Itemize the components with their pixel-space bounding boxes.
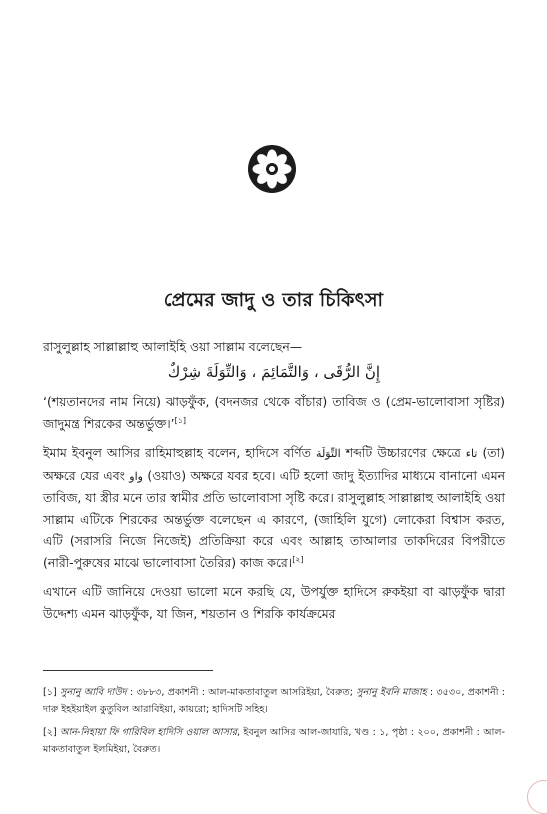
paragraph-note: এখানে এটি জানিয়ে দেওয়া ভালো মনে করছি যে, উপর্যুক্ত হাদিসে রুকইয়া বা ঝাড়ফুঁক দ্বারা উদ্দেশ্য এমন ঝাড়ফুঁক, যা জিন, শয়তান ও শিরকি কার্যক্রমের	[43, 584, 505, 621]
paragraph-translation	[43, 391, 505, 434]
explanation-text: শব্দটি উচ্চারণের ক্ষেত্রে	[340, 445, 466, 460]
translation-text: ‘(শয়তানদের নাম নিয়ে) ঝাড়ফুঁক, (বদনজর থেকে বাঁচার) তাবিজ ও (প্রেম-ভালোবাসা সৃষ্টির) জাদুমন্ত্র শিরকের অন্তর্ভুক্ত।’	[43, 394, 505, 431]
flower-ornament-icon	[246, 143, 298, 195]
arabic-word: التِّوَلَة	[316, 447, 341, 460]
chapter-title: প্রেমের জাদু ও তার চিকিৎসা	[163, 289, 384, 311]
footnote-2	[43, 724, 505, 758]
intro-line: রাসুলুল্লাহ সাল্লাল্লাহু আলাইহি ওয়া সাল্লাম বলেছেন—	[43, 339, 303, 354]
chapter-body	[43, 336, 505, 632]
arabic-letter: واو	[129, 469, 143, 483]
corner-decoration	[527, 780, 547, 814]
footnote-divider	[43, 670, 213, 671]
book-title: আন-নিহায়া ফি গারিবিল হাদিসি ওয়াল আসার	[60, 727, 238, 738]
book-title: সুনানু আবি দাউদ	[60, 687, 127, 698]
footnote-number: [২]	[43, 727, 57, 738]
footnote-ref-2[interactable]: [২]	[292, 554, 304, 564]
footnote-number: [১]	[43, 687, 57, 698]
footnote-text: , ইবনুল আসির আল-জাযারি, খণ্ড : ১, পৃষ্ঠা : ২০০, প্রকাশনী : আল-মাকতাবাতুল ইলমিইয়া, বৈরুত।	[43, 727, 505, 755]
explanation-text: (ওয়াও) অক্ষরে যবর হবে। এটি হলো জাদু ইত্যাদির মাধ্যমে বানানো এমন তাবিজ, যা স্ত্রীর মনে তার স্বামীর প্রতি ভালোবাসা সৃষ্টি করে। রাসুলুল্লাহ সাল্লাল্লাহু আলাইহি ওয়া সাল্লাম এটিকে শিরকের অন্তর্ভুক্ত বলেছেন এ কারণে, (জাহিলি যুগে) লোকেরা বিশ্বাস করত, এটি (সরাসরি নিজে নিজেই) প্রতিক্রিয়া করে এবং আল্লাহ তাআলার তাকদিরের বিপরীতে (নারী-পুরুষের মাঝে ভালোবাসা তৈরির) কাজ করে।	[43, 467, 505, 570]
paragraph-explanation	[43, 442, 505, 573]
explanation-text: (তা) অক্ষরে যের এবং	[43, 445, 506, 483]
footnote-text: : ৩৫৩০, প্রকাশনী : দারু ইহইয়াইল কুতুবিল আরাবিইয়া, কায়রো; হাদিসটি সহিহ।	[43, 687, 505, 715]
footnote-text: : ৩৮৮৩, প্রকাশনী : আল-মাকতাবাতুল আসরিইয়া, বৈরুত;	[126, 687, 357, 698]
footnote-ref-1[interactable]: [১]	[174, 415, 187, 425]
footnote-1	[43, 684, 505, 718]
arabic-hadith: إِنَّ الرُّقَى ، وَالتَّمَائِمَ ، وَالتِّوَلَةَ شِرْكٌ	[167, 362, 381, 381]
arabic-letter: تاء	[465, 447, 478, 460]
footnotes	[43, 684, 505, 764]
explanation-text: ইমাম ইবনুল আসির রাহিমাহুল্লাহ বলেন, হাদিসে বর্ণিত	[43, 445, 317, 460]
book-title: সুনানু ইবনি মাজাহ	[356, 687, 427, 698]
